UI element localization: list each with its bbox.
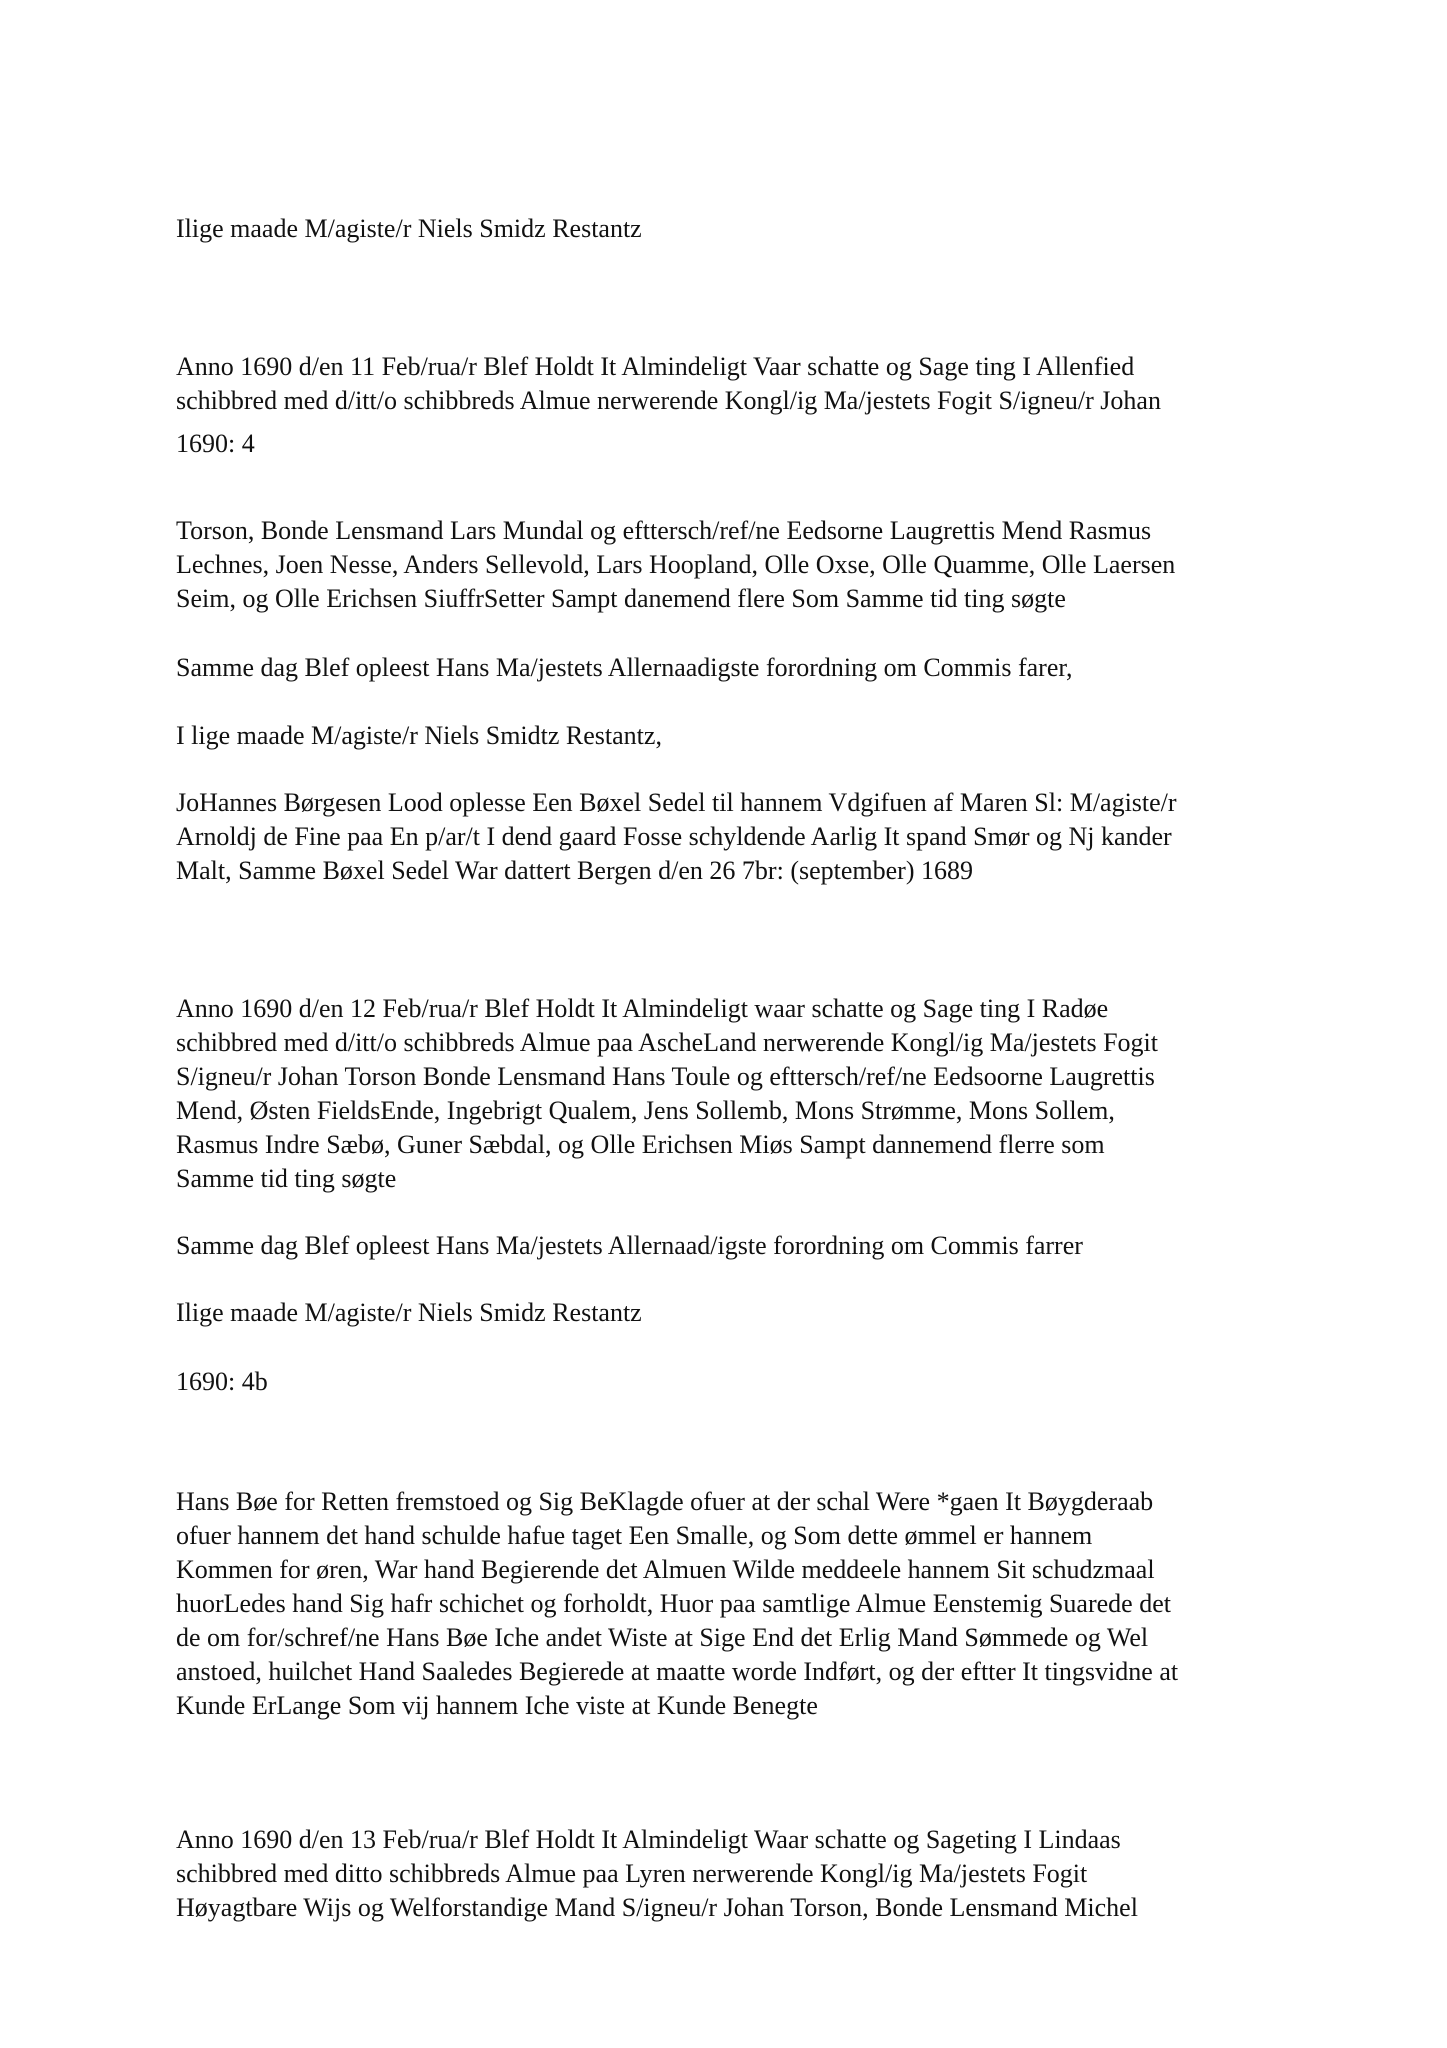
allenfied-court-entry: Anno 1690 d/en 11 Feb/rua/r Blef Holdt It Almindeligt Vaar schatte og Sage ting I Allenfied schibbred med d/itt/o schibbreds Almue nerwerende Kongl/ig Ma/jestets Fogit S/igneu/r Johan	[176, 352, 1161, 415]
ordinance-reading-2: Samme dag Blef opleest Hans Ma/jestets Allernaad/igste forordning om Commis farrer	[176, 1231, 1083, 1260]
page-number-4b: 1690: 4b	[176, 1367, 268, 1396]
page-number-4: 1690: 4	[176, 429, 255, 458]
hans-boe-testimony: Hans Bøe for Retten fremstoed og Sig BeKlagde ofuer at der schal Were *gaen It Bøygderaab ofuer hannem det hand schulde hafue taget Een Smalle, og Som dette ømmel er hannem Kommen for øren, War hand Begierende det Almuen Wilde meddeele hannem Sit schudzmaal huorLedes hand Sig hafr schichet og forholdt, Huor paa samtlige Almue Eenstemig Suarede det de om for/schref/ne Hans Bøe Iche andet Wiste at Sige End det Erlig Mand Sømmede og Wel anstoed, huilchet Hand Saaledes Begierede at maatte worde Indført, og der eftter It tingsvidne at Kunde ErLange Som vij hannem Iche viste at Kunde Benegte	[176, 1487, 1179, 1720]
boxel-sedel-entry: JoHannes Børgesen Lood oplesse Een Bøxel Sedel til hannem Vdgifuen af Maren Sl: M/agiste/r Arnoldj de Fine paa En p/ar/t I dend gaard Fosse schyldende Aarlig It spand Smør og Nj kander Malt, Samme Bøxel Sedel War dattert Bergen d/en 26 7br: (september) 1689	[176, 788, 1177, 885]
restantz-note-1: Ilige maade M/agiste/r Niels Smidz Restantz	[176, 214, 642, 243]
lindaas-court-entry: Anno 1690 d/en 13 Feb/rua/r Blef Holdt It Almindeligt Waar schatte og Sageting I Lindaas schibbred med ditto schibbreds Almue paa Lyren nerwerende Kongl/ig Ma/jestets Fogit Høyagtbare Wijs og Welforstandige Mand S/igneu/r Johan Torson, Bonde Lensmand Michel	[176, 1825, 1138, 1922]
restantz-note-2: I lige maade M/agiste/r Niels Smidtz Restantz,	[176, 721, 662, 750]
allenfied-jurors-list: Torson, Bonde Lensmand Lars Mundal og efttersch/ref/ne Eedsorne Laugrettis Mend Rasmus Lechnes, Joen Nesse, Anders Sellevold, Lars Hoopland, Olle Oxse, Olle Quamme, Olle Laersen Seim, og Olle Erichsen SiuffrSetter Sampt danemend flere Som Samme tid ting søgte	[176, 516, 1176, 613]
ordinance-reading-1: Samme dag Blef opleest Hans Ma/jestets Allernaadigste forordning om Commis farer,	[176, 653, 1073, 682]
radoe-court-entry: Anno 1690 d/en 12 Feb/rua/r Blef Holdt It Almindeligt waar schatte og Sage ting I Radøe schibbred med d/itt/o schibbreds Almue paa AscheLand nerwerende Kongl/ig Ma/jestets Fogit S/igneu/r Johan Torson Bonde Lensmand Hans Toule og efttersch/ref/ne Eedsoorne Laugrettis Mend, Østen FieldsEnde, Ingebrigt Qualem, Jens Sollemb, Mons Strømme, Mons Sollem, Rasmus Indre Sæbø, Guner Sæbdal, og Olle Erichsen Miøs Sampt dannemend flerre som Samme tid ting søgte	[176, 994, 1159, 1193]
restantz-note-3: Ilige maade M/agiste/r Niels Smidz Restantz	[176, 1298, 642, 1327]
